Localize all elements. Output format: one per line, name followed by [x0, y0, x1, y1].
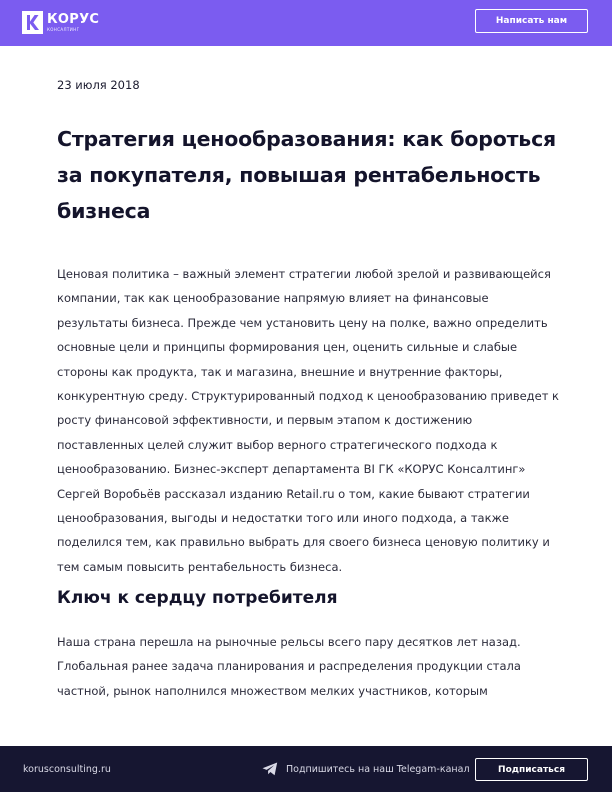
site-link[interactable]: korusconsulting.ru: [23, 763, 111, 775]
article-paragraph: Ценовая политика – важный элемент стратегии любой зрелой и развивающейся компании, так как ценообразование напрямую влияет на финансовые результаты бизнеса. Прежде чем установить цену на полке, важно определить основные цели и принципы формирования цен, оценить сильные и слабые стороны как продукта, так и магазина, внешние и внутренние факторы, конкурентную среду. Структурированный подход к ценообразованию приведет к росту финансовой эффективности, и первым этапом к достижению поставленных целей служит выбор верного стратегического подхода к ценообразованию. Бизнес-эксперт департамента ВI ГК «КОРУС Консалтинг» Сергей Воробьёв рассказал изданию Retail.ru о том, какие бывают стратегии ценообразования, выгоды и недостатки того или иного подхода, а также поделился тем, как правильно выбрать для своего бизнеса ценовую политику и тем самым повысить рентабельность бизнеса.: [57, 267, 560, 574]
article-paragraph: Наша страна перешла на рыночные рельсы всего пару десятков лет назад. Глобальная ранее задача планирования и распределения продукции стала частной, рынок наполнился множеством мелких участников, которым: [57, 635, 521, 698]
subscribe-button[interactable]: Подписаться: [475, 758, 588, 781]
write-us-button[interactable]: Написать нам: [475, 9, 588, 33]
site-header: [0, 0, 612, 46]
site-footer: [0, 746, 612, 792]
article-date: 23 июля 2018: [57, 78, 140, 92]
logo-subtitle: КОНСАЛТИНГ: [47, 27, 80, 32]
telegram-icon: [262, 762, 278, 776]
article-title: Стратегия ценообразования: как бороться за покупателя, повышая рентабельность бизнеса: [57, 127, 556, 223]
telegram-text: Подпишитесь на наш Telegam-канал: [286, 763, 470, 775]
section-heading: Ключ к сердцу потребителя: [57, 588, 338, 608]
telegram-link[interactable]: [262, 746, 470, 792]
korus-logo[interactable]: [22, 11, 99, 34]
korus-logo-icon: [22, 11, 43, 34]
logo-name: КОРУС: [47, 12, 100, 27]
